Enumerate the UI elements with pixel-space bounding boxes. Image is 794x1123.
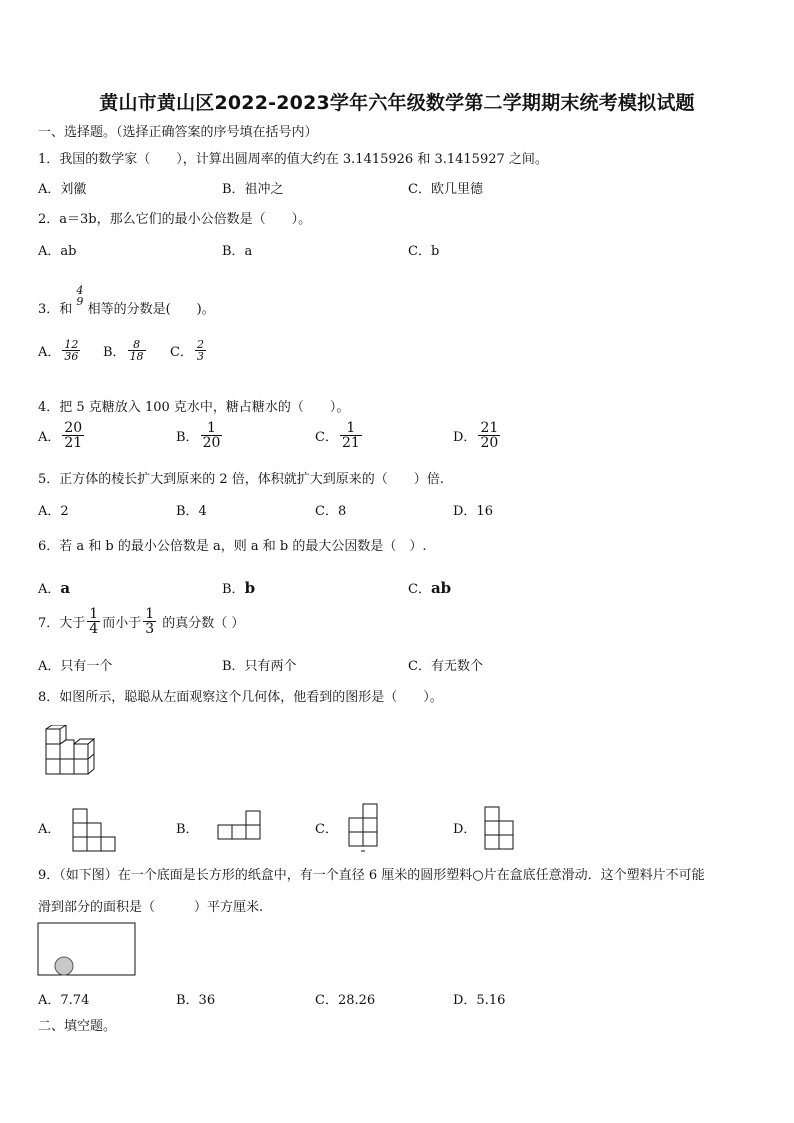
q4-option-d: D． $\frac{21}{20}$ <box>453 420 499 451</box>
q4-option-b: B． $\frac{1}{20}$ <box>176 420 221 451</box>
section-heading-choice: 一、选择题。（选择正确答案的序号填在括号内） <box>38 125 318 140</box>
q2-option-a: A．ab <box>38 244 77 259</box>
q5-option-a: A．2 <box>38 504 69 519</box>
q1-option-b: B．祖冲之 <box>222 182 284 197</box>
q9-option-b: B．36 <box>176 993 216 1008</box>
q2-option-c: C．b <box>408 244 440 259</box>
question-4: 4．把 5 克糖放入 100 克水中，糖占糖水的（ ）。 <box>38 400 350 415</box>
q2-option-b: B．a <box>222 244 253 259</box>
page-title: 黄山市黄山区2022-2023学年六年级数学第二学期期末统考模拟试题 <box>99 92 695 114</box>
question-1: 1．我国的数学家（ ），计算出圆周率的值大约在 3.1415926 和 3.1415927 之间。 <box>38 152 548 167</box>
plastic-disc <box>55 957 73 975</box>
question-3 <box>38 283 215 321</box>
q3-suffix: 相等的分数是( )。 <box>87 302 215 317</box>
q6-option-c: C．ab <box>408 579 452 597</box>
q8-option-c-label: C． <box>315 822 338 837</box>
question-8: 8．如图所示，聪聪从左面观察这个几何体，他看到的图形是（ ）。 <box>38 690 443 705</box>
q5-option-c: C．8 <box>315 504 347 519</box>
q3-option-c: C． $\frac{2}{3}$ <box>170 338 204 363</box>
q8-option-d-figure <box>484 806 516 852</box>
q8-option-a-figure <box>72 808 118 854</box>
q1-option-c: C．欧几里德 <box>408 182 483 197</box>
q1-option-a: A．刘徽 <box>38 182 87 197</box>
q8-option-b-figure <box>216 810 264 842</box>
q3-prefix: 3．和 <box>38 302 73 317</box>
q3-fraction: 4 9 <box>76 283 84 308</box>
q7-option-a: A．只有一个 <box>38 659 113 674</box>
q7-option-b: B．只有两个 <box>222 659 297 674</box>
q8-option-d-label: D． <box>453 822 477 837</box>
q3-option-b: B． $\frac{8}{18}$ <box>103 338 144 363</box>
q9-option-c: C．28.26 <box>315 993 376 1008</box>
q5-option-b: B．4 <box>176 504 207 519</box>
question-6: 6．若 a 和 b 的最小公倍数是 a，则 a 和 b 的最大公因数是（ ）. <box>38 539 427 554</box>
q8-option-a-label: A． <box>38 822 61 837</box>
q6-option-b: B．b <box>222 579 256 597</box>
question-5: 5．正方体的棱长扩大到原来的 2 倍，体积就扩大到原来的（ ）倍. <box>38 472 444 487</box>
question-7: 7．大于 $\frac{1}{4}$ 而小于 $\frac{1}{3}$ 的真分数（ ） <box>38 606 245 637</box>
question-9-line-1: 9．（如下图）在一个底面是长方形的纸盒中，有一个直径 6 厘米的圆形塑料○片在盒底任意滑动．这个塑料片不可能 <box>38 868 705 883</box>
question-9-line-2: 滑到部分的面积是（ ）平方厘米. <box>38 900 264 915</box>
q7-option-c: C．有无数个 <box>408 659 483 674</box>
q4-option-c: C． $\frac{1}{21}$ <box>315 420 360 451</box>
q9-option-a: A．7.74 <box>38 993 90 1008</box>
section-heading-fill: 二、填空题。 <box>38 1019 117 1034</box>
q6-option-a: A．a <box>38 579 71 597</box>
question-2: 2．a＝3b，那么它们的最小公倍数是（ ）。 <box>38 212 312 227</box>
q8-option-c-figure <box>347 803 381 853</box>
box-with-disc-figure <box>37 922 137 978</box>
q8-option-b-label: B． <box>176 822 199 837</box>
q3-option-a: A． $\frac{12}{36}$ <box>38 338 79 363</box>
q4-option-a: A． $\frac{20}{21}$ <box>38 420 83 451</box>
q5-option-d: D．16 <box>453 504 493 519</box>
q9-option-d: D．5.16 <box>453 993 506 1008</box>
cube-solid-figure <box>44 725 104 777</box>
